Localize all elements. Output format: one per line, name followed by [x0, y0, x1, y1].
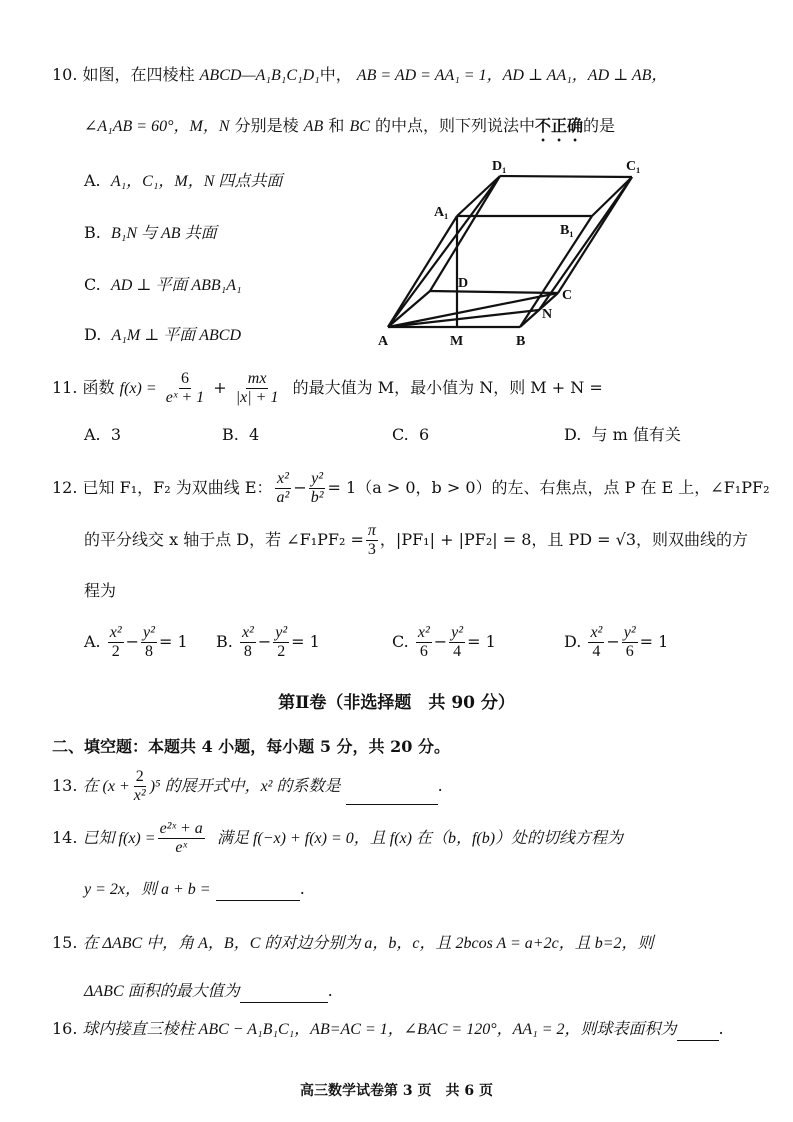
q15-line-1: 15. 在 ΔABC 中，角 A，B，C 的对边分别为 a，b，c，且 2bcos A = a+2c，且 b=2，则	[52, 933, 654, 952]
q12-number: 12.	[52, 478, 78, 497]
q15-answer-blank[interactable]	[240, 984, 328, 1003]
q14-line-1: 14. 已知 f(x) = $\frac{\text{e²ˣ + a}}{\text{eˣ}}$ 满足 f(−x) + f(x) = 0，且 f(x) 在（b，f(b)）处的切线方程为	[52, 820, 624, 856]
q10-option-d[interactable]: D. A₁M ⊥ 平面 ABCD	[84, 325, 242, 344]
q16-answer-blank[interactable]	[677, 1022, 719, 1041]
q12-line-3: 程为	[84, 581, 117, 600]
q11-option-d[interactable]: D. 与 m 值有关	[564, 425, 681, 444]
label-b: B	[516, 334, 526, 349]
fraction: $\frac{\text{y²}}{\text{b²}}$	[310, 470, 324, 506]
q10-option-c[interactable]: C. AD ⊥ 平面 ABB₁A₁	[84, 275, 242, 294]
q10-number: 10.	[52, 65, 78, 84]
page-footer: 高三数学试卷第 3 页 共 6 页	[300, 1083, 493, 1099]
label-d1: D₁	[492, 159, 507, 174]
q14-answer-blank[interactable]	[216, 882, 300, 901]
edge-dc	[430, 291, 558, 293]
label-m: M	[450, 334, 464, 349]
label-d: D	[458, 276, 469, 291]
q14-number: 14.	[52, 828, 78, 847]
fraction: $\frac{\text{e²ˣ + a}}{\text{eˣ}}$	[159, 820, 203, 856]
edge-ad	[388, 291, 430, 327]
q10-line-2: ∠A₁AB = 60°，M，N 分别是棱 AB 和 BC 的中点，则下列说法中不正确的是	[84, 116, 616, 135]
q11-number: 11.	[52, 378, 78, 397]
q15-line-2: ΔABC 面积的最大值为 .	[84, 980, 333, 1003]
fraction: $\frac{\text{x²}}{\text{a²}}$	[276, 470, 290, 506]
segment-a-c1	[388, 176, 500, 327]
q12-option-b[interactable]: B. $\frac{\text{x²}}{8}$ − $\frac{\text{y²}}{2}$ = 1	[216, 624, 320, 660]
label-n: N	[542, 307, 553, 322]
fraction: $\frac{\pi}{3}$	[367, 522, 376, 558]
edge-dd1	[430, 176, 500, 291]
q10-option-a[interactable]: A. A₁，C₁，M，N 四点共面	[84, 171, 283, 190]
q12-line-1: 12. 已知 F₁，F₂ 为双曲线 E： $\frac{\text{x²}}{\text{a²}}$ − $\frac{\text{y²}}{\text{b²}}$ = 1（a > 0，b > 0）的左、右焦点，点 P 在 E 上，∠F₁PF₂	[52, 470, 770, 506]
q13-answer-blank[interactable]	[346, 786, 438, 805]
q11-stem: 11. 函数 f(x) = $\frac{6}{\text{eˣ + 1}}$ + $\frac{mx}{|x| + 1}$ 的最大值为 M，最小值为 N，则 M + N =	[52, 370, 603, 406]
q13: 13. 在 (x + $\frac{2}{\text{x²}}$ )⁵ 的展开式中，x² 的系数是 .	[52, 768, 443, 804]
q13-number: 13.	[52, 776, 78, 795]
q12-option-c[interactable]: C. $\frac{\text{x²}}{6}$ − $\frac{\text{y²}}{4}$ = 1	[392, 624, 496, 660]
q11-option-b[interactable]: B. 4	[222, 425, 260, 444]
q10-line-1: 10. 如图，在四棱柱 ABCD—A₁B₁C₁D₁中， AB = AD = AA₁ = 1，AD ⊥ AA₁，AD ⊥ AB，	[52, 65, 668, 84]
segment-n-c1	[539, 177, 632, 310]
q16-number: 16.	[52, 1019, 78, 1038]
emphasis-not-correct: 不正确	[535, 116, 584, 135]
q12-line-2: 的平分线交 x 轴于点 D，若 ∠F₁PF₂ = $\frac{\pi}{3}$ ，|PF₁| + |PF₂| = 8，且 PD = √3，则双曲线的方	[84, 522, 749, 558]
q15-number: 15.	[52, 933, 78, 952]
q12-option-d[interactable]: D. $\frac{\text{x²}}{4}$ − $\frac{\text{y²}}{6}$ = 1	[564, 624, 669, 660]
label-c: C	[562, 288, 573, 303]
edge-aa1	[388, 216, 457, 327]
fraction: $\frac{2}{\text{x²}}$	[133, 768, 146, 804]
q14-line-2: y = 2x，则 a + b = .	[84, 878, 305, 901]
prism-figure	[370, 150, 660, 350]
q16: 16. 球内接直三棱柱 ABC − A₁B₁C₁，AB=AC = 1，∠BAC = 120°，AA₁ = 2，则球表面积为 .	[52, 1018, 724, 1041]
q11-option-a[interactable]: A. 3	[84, 425, 121, 444]
fraction: $\frac{mx}{|x| + 1}$	[235, 370, 279, 406]
label-c1: C₁	[626, 159, 641, 174]
fraction: $\frac{6}{\text{eˣ + 1}}$	[165, 370, 205, 406]
q10-option-b[interactable]: B. B₁N 与 AB 共面	[84, 223, 217, 242]
q12-option-a[interactable]: A. $\frac{\text{x²}}{2}$ − $\frac{\text{y²}}{8}$ = 1	[84, 624, 188, 660]
label-a: A	[378, 334, 389, 349]
section-2-title: 第Ⅱ卷（非选择题 共 90 分）	[278, 693, 515, 713]
q11-option-c[interactable]: C. 6	[392, 425, 430, 444]
label-a1: A₁	[434, 205, 449, 220]
label-b1: B₁	[560, 223, 574, 238]
edge-d1c1	[500, 176, 632, 177]
section-2-heading: 二、填空题：本题共 4 小题，每小题 5 分，共 20 分。	[52, 737, 450, 756]
